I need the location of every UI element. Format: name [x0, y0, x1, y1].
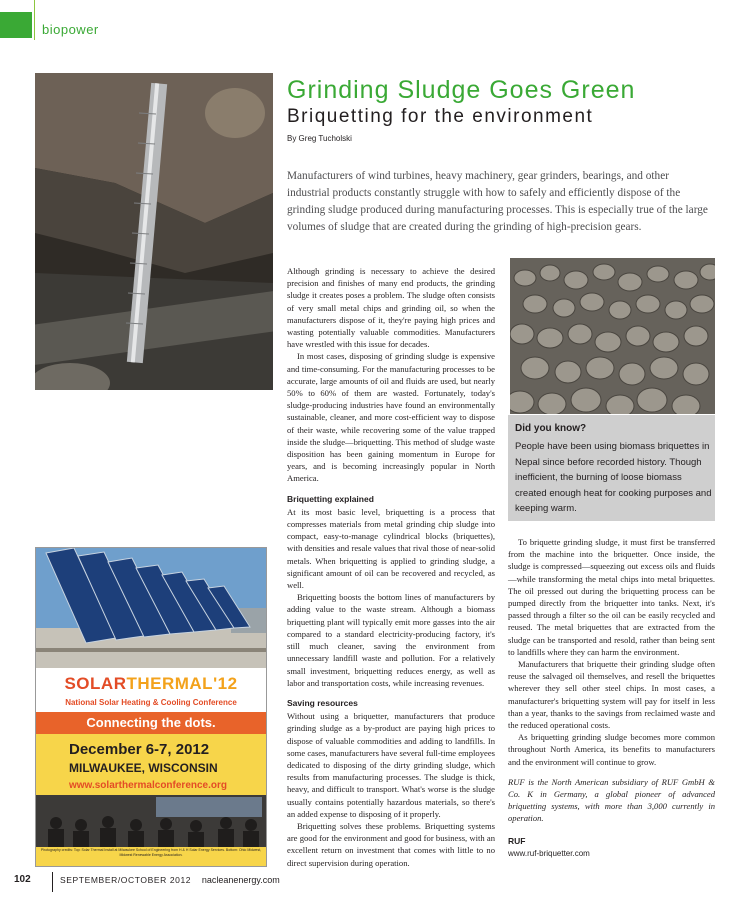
solar-thermal-ad[interactable]: [35, 547, 267, 867]
paragraph: At its most basic level, briquetting is a process that compresses materials from metal grinding chip sludge into compact, easy-to-manage cylindrical blocks (briquettes), with densities and resale values that rival those of near-solid metals. When briquetting is applied to grinding sludge, a significant amount of oil can be recovered and recycled, as well.: [287, 506, 495, 591]
paragraph: Briquetting solves these problems. Briquetting systems are good for the environment and good for business, with an excellent return on investment that comes with little to no direct supervision during operation.: [287, 820, 495, 868]
briquettes-photo: [510, 258, 715, 414]
ad-tagline: Connecting the dots.: [86, 715, 216, 730]
paragraph: Briquetting boosts the bottom lines of manufacturers by adding value to the waste stream. Although a biomass briquetting plant will typically emit more gasses into the air compared to a standard electricity-producing factory, it's still much cleaner, saving the environment from unnecessary landfill waste and pollution. For a relatively small investment, briquetting reduces energy, as well as labor and transportation costs, while increasing revenues.: [287, 592, 495, 688]
article-column-1: [287, 265, 495, 869]
footer-info: [60, 875, 280, 885]
ad-url[interactable]: www.solarthermalconference.org: [69, 780, 228, 791]
ad-tagline-bar: [36, 712, 266, 734]
article-subtitle: Briquetting for the environment: [287, 106, 594, 127]
issue-date: SEPTEMBER/OCTOBER 2012: [60, 875, 192, 885]
ad-logo-solar: SOLAR: [64, 674, 127, 693]
briquetter-photo: [35, 73, 273, 390]
ad-city: MILWAUKEE, WISCONSIN: [69, 761, 218, 775]
company-url: www.ruf-briquetter.com: [508, 848, 590, 858]
section-heading: Saving resources: [287, 697, 358, 708]
ad-logo-area: [36, 668, 266, 734]
footer-divider: [52, 872, 53, 892]
section-tab-block: [0, 12, 32, 38]
page-number: 102: [14, 874, 31, 885]
ad-logo: [36, 674, 266, 694]
paragraph: To briquette grinding sludge, it must first be transferred from the machine into the briquetter. Once inside, the sludge is compressed—squeezing out excess oils and fluids—while transforming the metal chips into metal briquettes. The oil pressed out during the briquetting process can be pumped directly from the briquetter into tanks. Next, it's passed through a filter so the oil can be easily recycled and reused. The metal briquettes that are extracted from the sludge can be transported and resold, rather than being sent to landfills where they can harm the environment.: [508, 537, 715, 657]
ad-date: December 6-7, 2012: [69, 741, 210, 758]
paragraph: Without using a briquetter, manufacturers that produce grinding sludge as a by-product are paying high prices to dispose of valuable commodities and adding to landfills. In some cases, manufacturers have several full-time employees dedicated to disposing of the dirty grinding sludge, which results from manufacturing processes. The sludge is thick, heavy, and difficult to transport. What's worse is the sludge usually contains potentially hazardous materials, so there's an added expense to disposing of it properly.: [287, 711, 495, 819]
paragraph: As briquetting grinding sludge becomes more common throughout North America, its benefits to manufacturers and the environment will continue to grow.: [508, 732, 715, 767]
did-you-know-title: Did you know?: [515, 423, 587, 434]
ad-photo-credit: Photography credits: Top: Solar Thermal Install at Milwaukee School of Engineering from H & H Solar Energy Services. Bottom: Ohio Midwest, Midwest Renewable Energy Association.: [40, 848, 262, 857]
paragraph: In most cases, disposing of grinding sludge is expensive and time-consuming. For the manufacturing processes to be accurate, large amounts of oil and fluids are used, but nearly 50% to 60% of them are wasted. Fortunately, today's sludge-producing industries have found an environmentally sustainable, cleaner, and more cost-efficient way to dispose of their waste, while recovering some of the value trapped inside the sludge—briquetting. This method of sludge waste disposition has been gaining momentum in Europe for years, and is becoming increasingly popular in North America.: [287, 351, 495, 484]
company-note: RUF is the North American subsidiary of RUF GmbH & Co. K in Germany, a global pioneer of advanced briquetting systems, with more than 3,000 currently in operation.: [508, 776, 715, 824]
briquettes-photo-art: [510, 258, 715, 414]
did-you-know-box: [508, 415, 715, 521]
article-title: Grinding Sludge Goes Green: [287, 76, 636, 104]
paragraph: Although grinding is necessary to achieve the desired precision and finishes of many end products, the grinding sludge it creates poses a problem. The sludge often consists of very small metal chips and grinding oil, so when the manufacturers dispose of it, they're paying high prices and wasting potentially valuable commodities. Manufacturers have wrestled with this issue for decades.: [287, 266, 495, 350]
did-you-know-text: People have been using biomass briquettes in Nepal since before recorded history. Though inefficient, the burning of loose biomass created enough heat for cooking purposes and keeping warm.: [515, 441, 712, 514]
briquetter-photo-art: [35, 73, 273, 390]
paragraph: Manufacturers that briquette their grinding sludge often reuse the salvaged oil themselves, and resell the briquettes wherever they sell other steel chips. In most cases, a manufacturer's briquetting system will pay for itself in less than a year, thanks to the savings from reclaimed waste and the reduced operational costs.: [508, 659, 715, 731]
article-column-2: [508, 536, 715, 860]
solar-panels-photo: [36, 548, 266, 668]
site-name[interactable]: nacleanenergy.com: [201, 875, 280, 885]
company-heading: RUF: [508, 835, 526, 846]
section-divider: [34, 0, 35, 40]
conference-photo-strip: [36, 795, 266, 847]
section-label: biopower: [42, 22, 99, 37]
conference-photo-art: [36, 795, 266, 847]
solar-panels-art: [36, 548, 266, 668]
article-lede: Manufacturers of wind turbines, heavy machinery, gear grinders, bearings, and other industrial products constantly struggle with how to safely and efficiently dispose of the grinding sludge produced during manufacturing processes. This is especially true of the large volumes of sludge that are created during the grinding of high-precision gears.: [287, 170, 708, 233]
section-heading: Briquetting explained: [287, 493, 374, 504]
ad-logo-thermal: THERMAL'12: [126, 674, 238, 693]
article-byline: By Greg Tucholski: [287, 134, 352, 143]
ad-conference-name: National Solar Heating & Cooling Conference: [65, 698, 237, 707]
